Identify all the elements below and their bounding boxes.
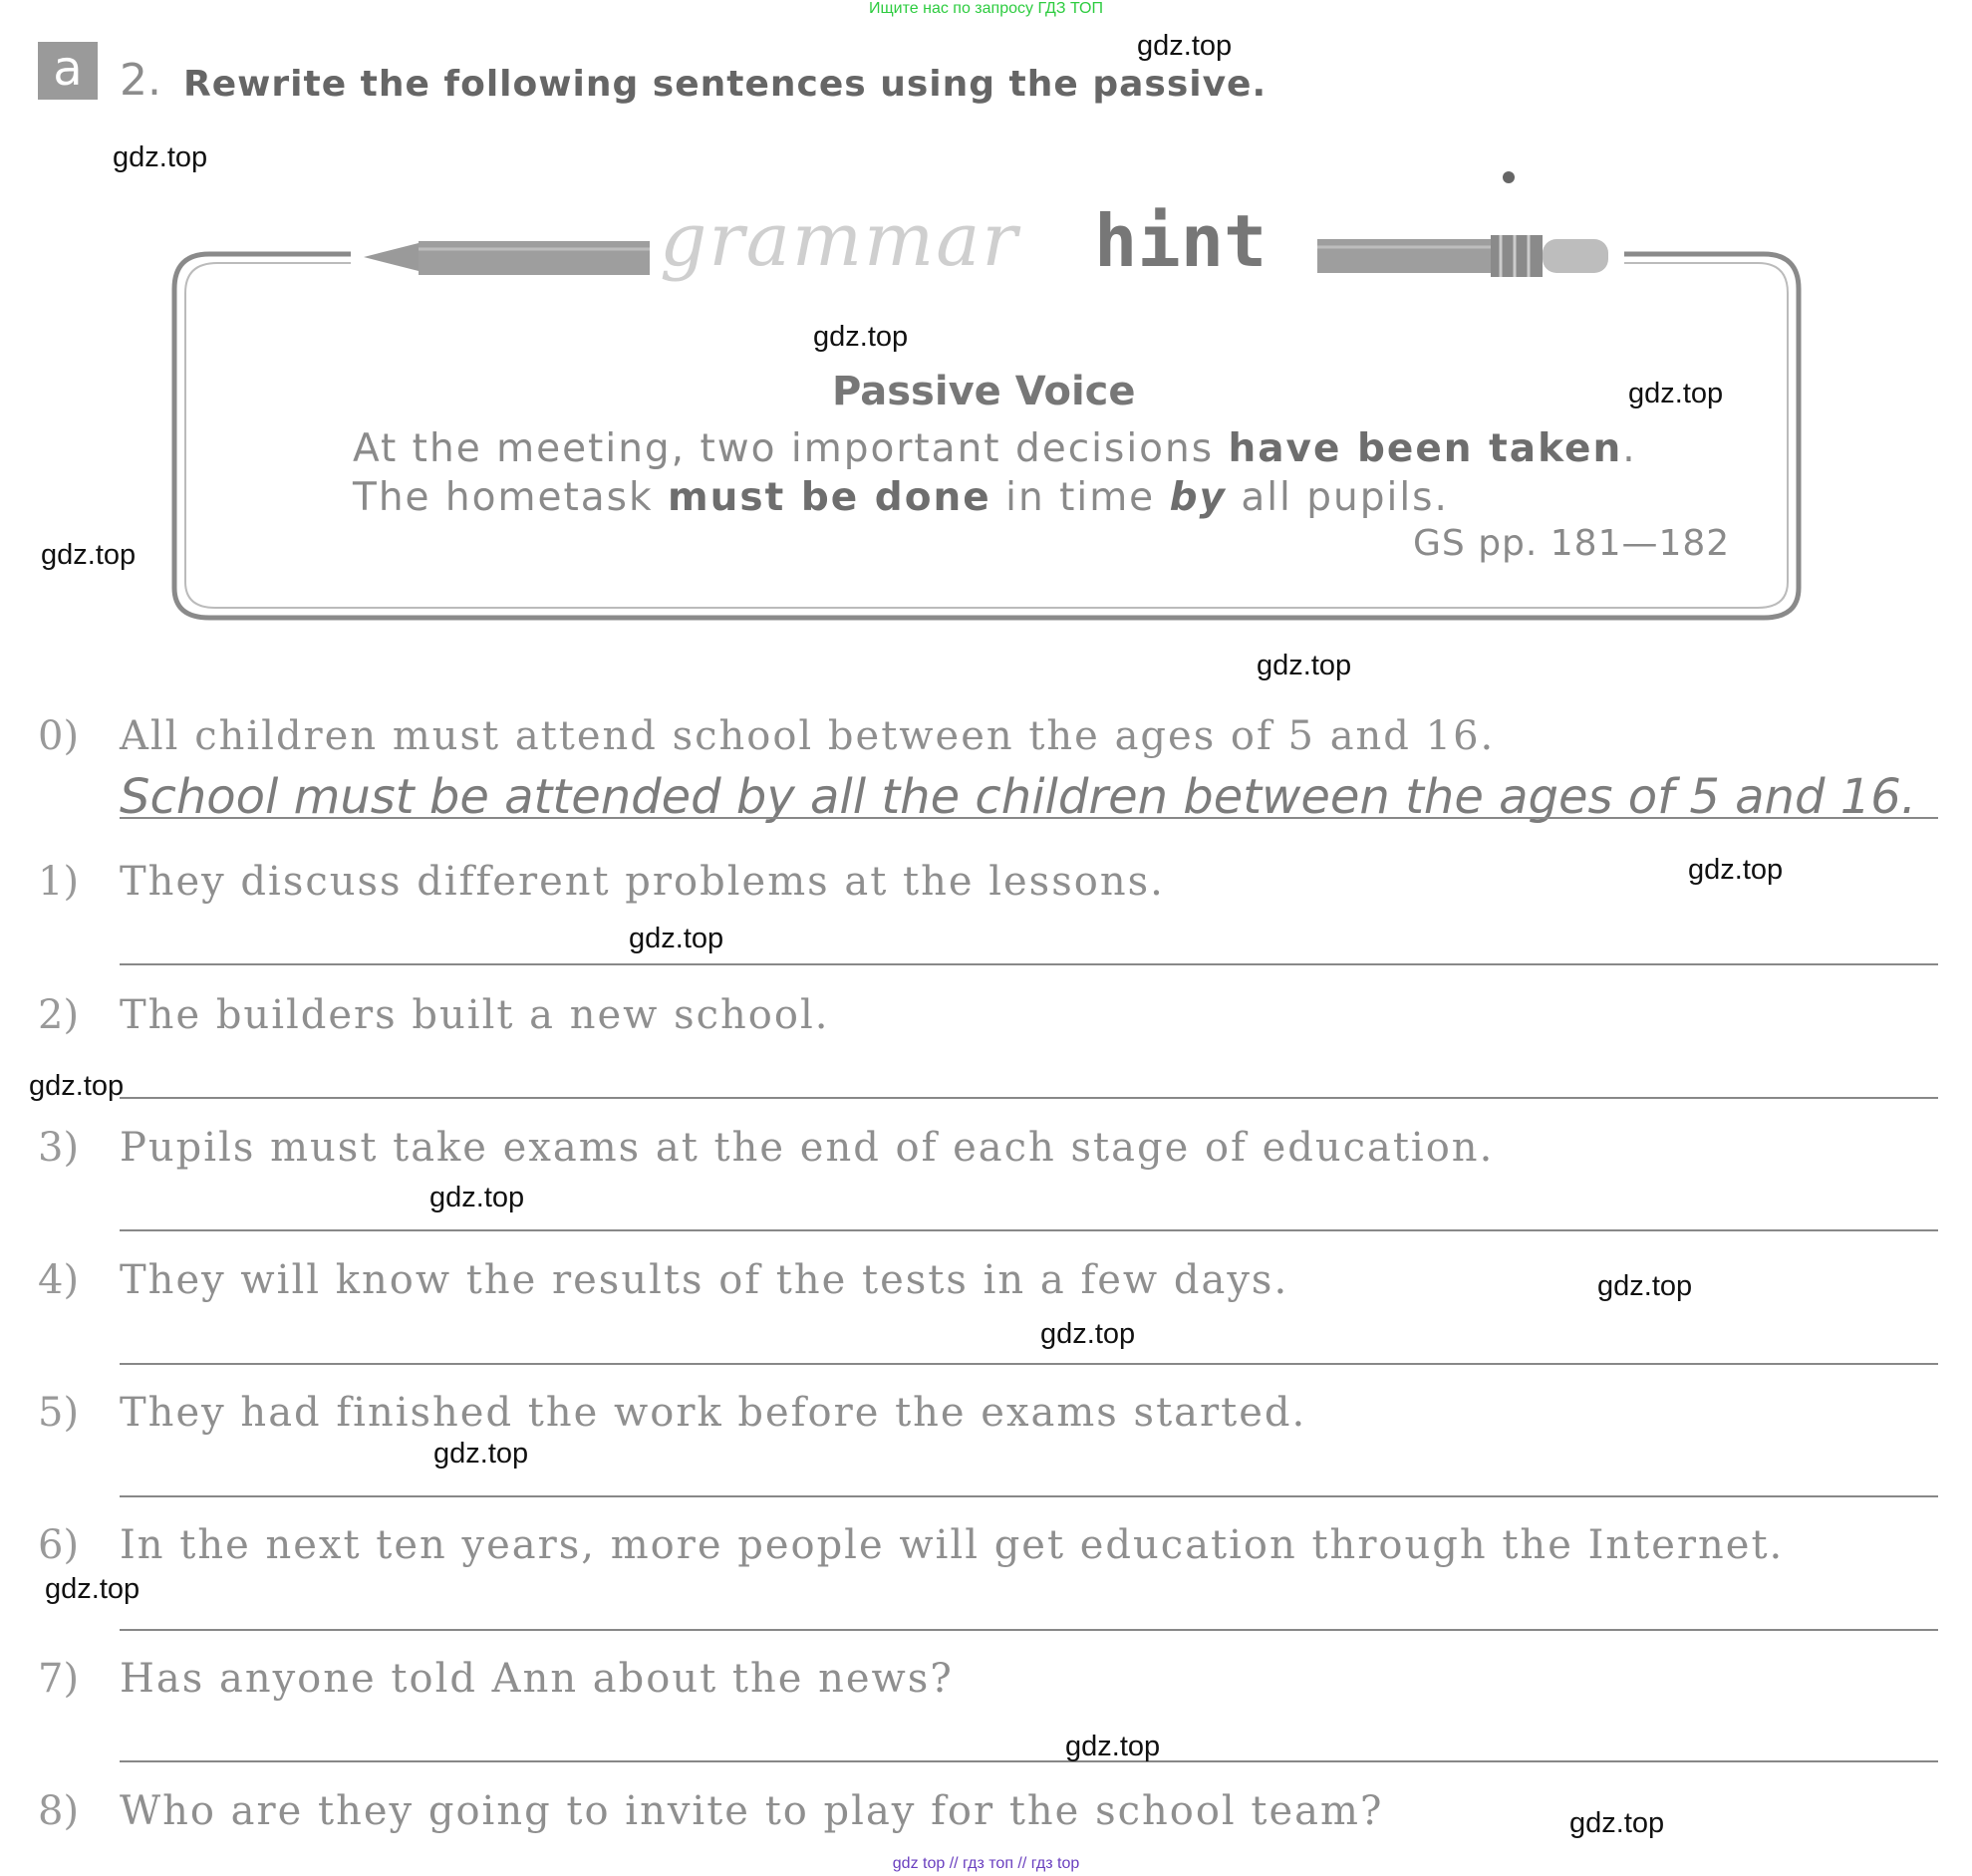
grammar-reference: GS pp. 181—182 bbox=[1413, 523, 1731, 564]
watermark: gdz.top bbox=[1688, 854, 1784, 886]
item-sentence: They discuss different problems at the lessons. bbox=[120, 859, 1165, 905]
grammar-hint-logo-hint: hint bbox=[1094, 199, 1268, 283]
item-number: 5) bbox=[38, 1390, 80, 1436]
item-sentence: They will know the results of the tests in a few days. bbox=[120, 1257, 1289, 1303]
exercise-type-icon: a bbox=[38, 42, 98, 100]
watermark: gdz.top bbox=[113, 141, 208, 173]
watermark: gdz.top bbox=[29, 1070, 125, 1102]
bottom-banner: gdz top // гдз топ // гдз top bbox=[892, 1855, 1080, 1872]
answer-line[interactable] bbox=[120, 1363, 1938, 1365]
watermark: gdz.top bbox=[629, 923, 724, 954]
exercise-number: 2. bbox=[120, 55, 161, 106]
item-sentence: Who are they going to invite to play for the school team? bbox=[120, 1788, 1384, 1834]
pencil-right-icon bbox=[1317, 235, 1608, 277]
answer-line[interactable] bbox=[120, 963, 1938, 965]
item-sentence: In the next ten years, more people will get education through the Internet. bbox=[120, 1522, 1785, 1568]
item-number: 4) bbox=[38, 1257, 80, 1303]
watermark: gdz.top bbox=[1569, 1807, 1665, 1839]
watermark: gdz.top bbox=[1597, 1270, 1693, 1302]
item-sentence: All children must attend school between the ages of 5 and 16. bbox=[120, 713, 1496, 759]
answer-line[interactable] bbox=[120, 1495, 1938, 1497]
top-banner: Ищите нас по запросу ГДЗ ТОП bbox=[869, 0, 1103, 17]
grammar-hint-logo-grammar: grammar bbox=[660, 197, 1019, 283]
item-sentence: Pupils must take exams at the end of each stage of education. bbox=[120, 1125, 1495, 1171]
item-number: 8) bbox=[38, 1788, 80, 1834]
watermark: gdz.top bbox=[429, 1182, 525, 1213]
watermark: gdz.top bbox=[1628, 378, 1724, 409]
answer-line[interactable] bbox=[120, 1097, 1938, 1099]
watermark: gdz.top bbox=[1257, 650, 1352, 681]
watermark: gdz.top bbox=[41, 539, 137, 571]
watermark: gdz.top bbox=[813, 321, 909, 353]
watermark: gdz.top bbox=[433, 1438, 529, 1470]
item-number: 7) bbox=[38, 1656, 80, 1702]
item-number: 0) bbox=[38, 713, 80, 759]
example-answer: School must be attended by all the children between the ages of 5 and 16. bbox=[120, 769, 1917, 825]
answer-line bbox=[120, 817, 1938, 819]
item-number: 3) bbox=[38, 1125, 80, 1171]
answer-line[interactable] bbox=[120, 1629, 1938, 1631]
item-number: 2) bbox=[38, 992, 80, 1038]
pencil-left-icon bbox=[364, 241, 650, 275]
answer-line[interactable] bbox=[120, 1229, 1938, 1231]
watermark: gdz.top bbox=[1137, 30, 1233, 62]
item-number: 1) bbox=[38, 859, 80, 905]
ink-dot bbox=[1503, 171, 1515, 183]
answer-line[interactable] bbox=[120, 1760, 1938, 1762]
item-sentence: The builders built a new school. bbox=[120, 992, 830, 1038]
watermark: gdz.top bbox=[1065, 1731, 1161, 1762]
hint-example-1: At the meeting, two important decisions have been taken. bbox=[353, 426, 1637, 471]
exercise-title: Rewrite the following sentences using the passive. bbox=[183, 64, 1268, 105]
item-sentence: Has anyone told Ann about the news? bbox=[120, 1656, 954, 1702]
item-sentence: They had finished the work before the exams started. bbox=[120, 1390, 1307, 1436]
hint-heading: Passive Voice bbox=[832, 369, 1136, 414]
item-number: 6) bbox=[38, 1522, 80, 1568]
watermark: gdz.top bbox=[1040, 1318, 1136, 1350]
watermark: gdz.top bbox=[45, 1573, 141, 1605]
hint-example-2: The hometask must be done in time by all pupils. bbox=[353, 475, 1449, 520]
